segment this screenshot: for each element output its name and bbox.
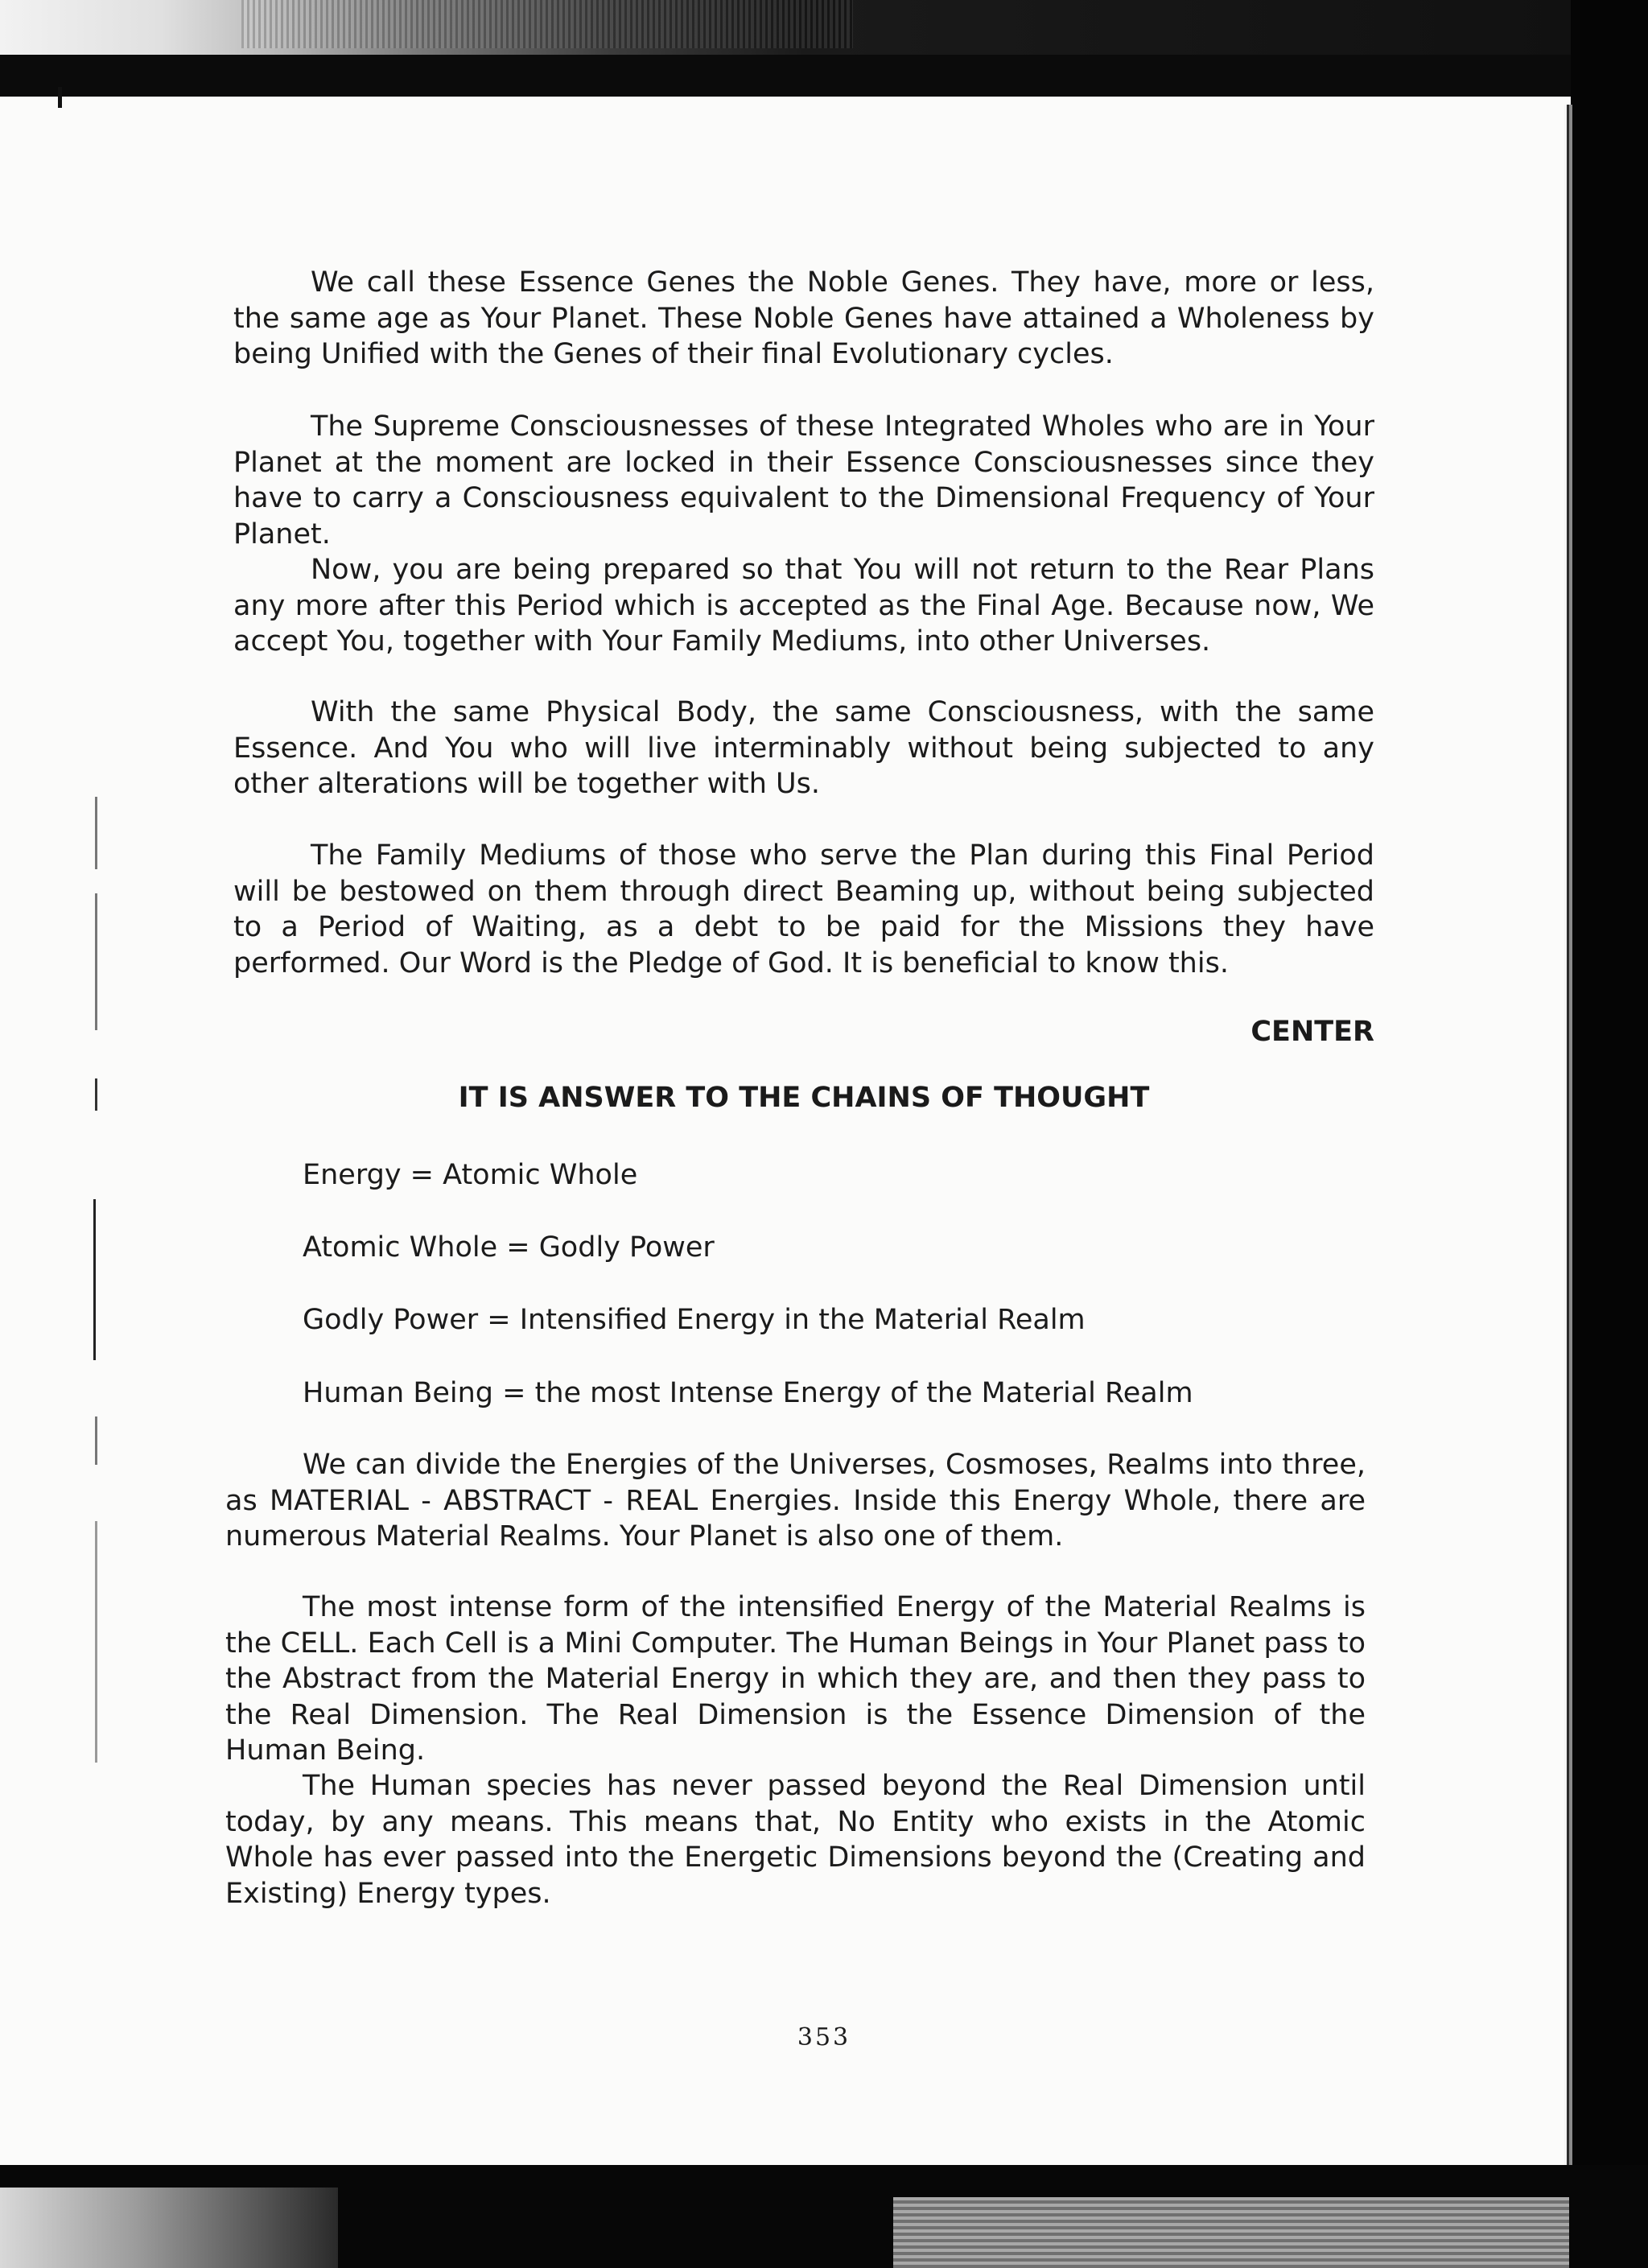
margin-mark xyxy=(95,1521,97,1763)
scan-border-bottom xyxy=(0,2165,1648,2268)
paragraph: We call these Essence Genes the Noble Genes. They have, more or less, the same age as Your Planet. These Noble Genes have attained a Wholeness by being Unified with the Genes of their final Evolutionary cycles. xyxy=(233,266,1374,370)
equation-line: Atomic Whole = Godly Power xyxy=(303,1231,715,1264)
paragraph: The Family Mediums of those who serve the Plan during this Final Period will be bestowed on them through direct Beaming up, without being subjected to a Period of Waiting, as a debt to be paid for the Missions they have performed. Our Word is the Pledge of God. It is beneficial to know this. xyxy=(233,839,1374,979)
equation-line: Human Being = the most Intense Energy of the Material Realm xyxy=(303,1377,1193,1409)
equation-line: Energy = Atomic Whole xyxy=(303,1159,638,1191)
margin-mark xyxy=(93,1199,96,1360)
section-title: IT IS ANSWER TO THE CHAINS OF THOUGHT xyxy=(458,1082,1150,1114)
scan-border-right xyxy=(1571,0,1648,2268)
paragraph: We can divide the Energies of the Universes, Cosmoses, Realms into three, as MATERIAL - ABSTRACT - REAL Energies. Inside this Energy Whole, there are numerous Material Realms. Your Planet is also one of them. xyxy=(225,1449,1366,1553)
center-label: CENTER xyxy=(1250,1016,1374,1048)
paragraph: The Human species has never passed beyond the Real Dimension until today, by any means. This means that, No Entity who exists in the Atomic Whole has ever passed into the Energetic Dimensions beyond the (Creating and Existing) Energy types. xyxy=(225,1770,1366,1910)
scan-mark xyxy=(58,87,62,108)
page-edge-right xyxy=(1564,105,1572,2165)
paragraph: The most intense form of the intensified Energy of the Material Realms is the CELL. Each Cell is a Mini Computer. The Human Beings in Your Planet pass to the Abstract from the Material Energy in which they are, and then they pass to the Real Dimension. The Real Dimension is the Essence Dimension of the Human Being. xyxy=(225,1591,1366,1767)
equation-line: Godly Power = Intensified Energy in the Material Realm xyxy=(303,1304,1086,1336)
scan-border-top xyxy=(0,0,1648,97)
paragraph: With the same Physical Body, the same Consciousness, with the same Essence. And You who will live interminably without being subjected to any other alterations will be together with Us. xyxy=(233,696,1374,800)
margin-mark xyxy=(95,1416,97,1465)
margin-mark xyxy=(95,893,97,1030)
margin-mark xyxy=(95,797,97,869)
paragraph: Now, you are being prepared so that You will not return to the Rear Plans any more after this Period which is accepted as the Final Age. Because now, We accept You, together with Your Family Mediums, into other Universes. xyxy=(233,554,1374,658)
margin-mark xyxy=(95,1078,97,1111)
page-number: 353 xyxy=(797,2023,851,2052)
paragraph: The Supreme Consciousnesses of these Integrated Wholes who are in Your Planet at the moment are locked in their Essence Consciousnesses since they have to carry a Consciousness equivalent to the Dimensional Frequency of Your Planet. xyxy=(233,410,1374,551)
